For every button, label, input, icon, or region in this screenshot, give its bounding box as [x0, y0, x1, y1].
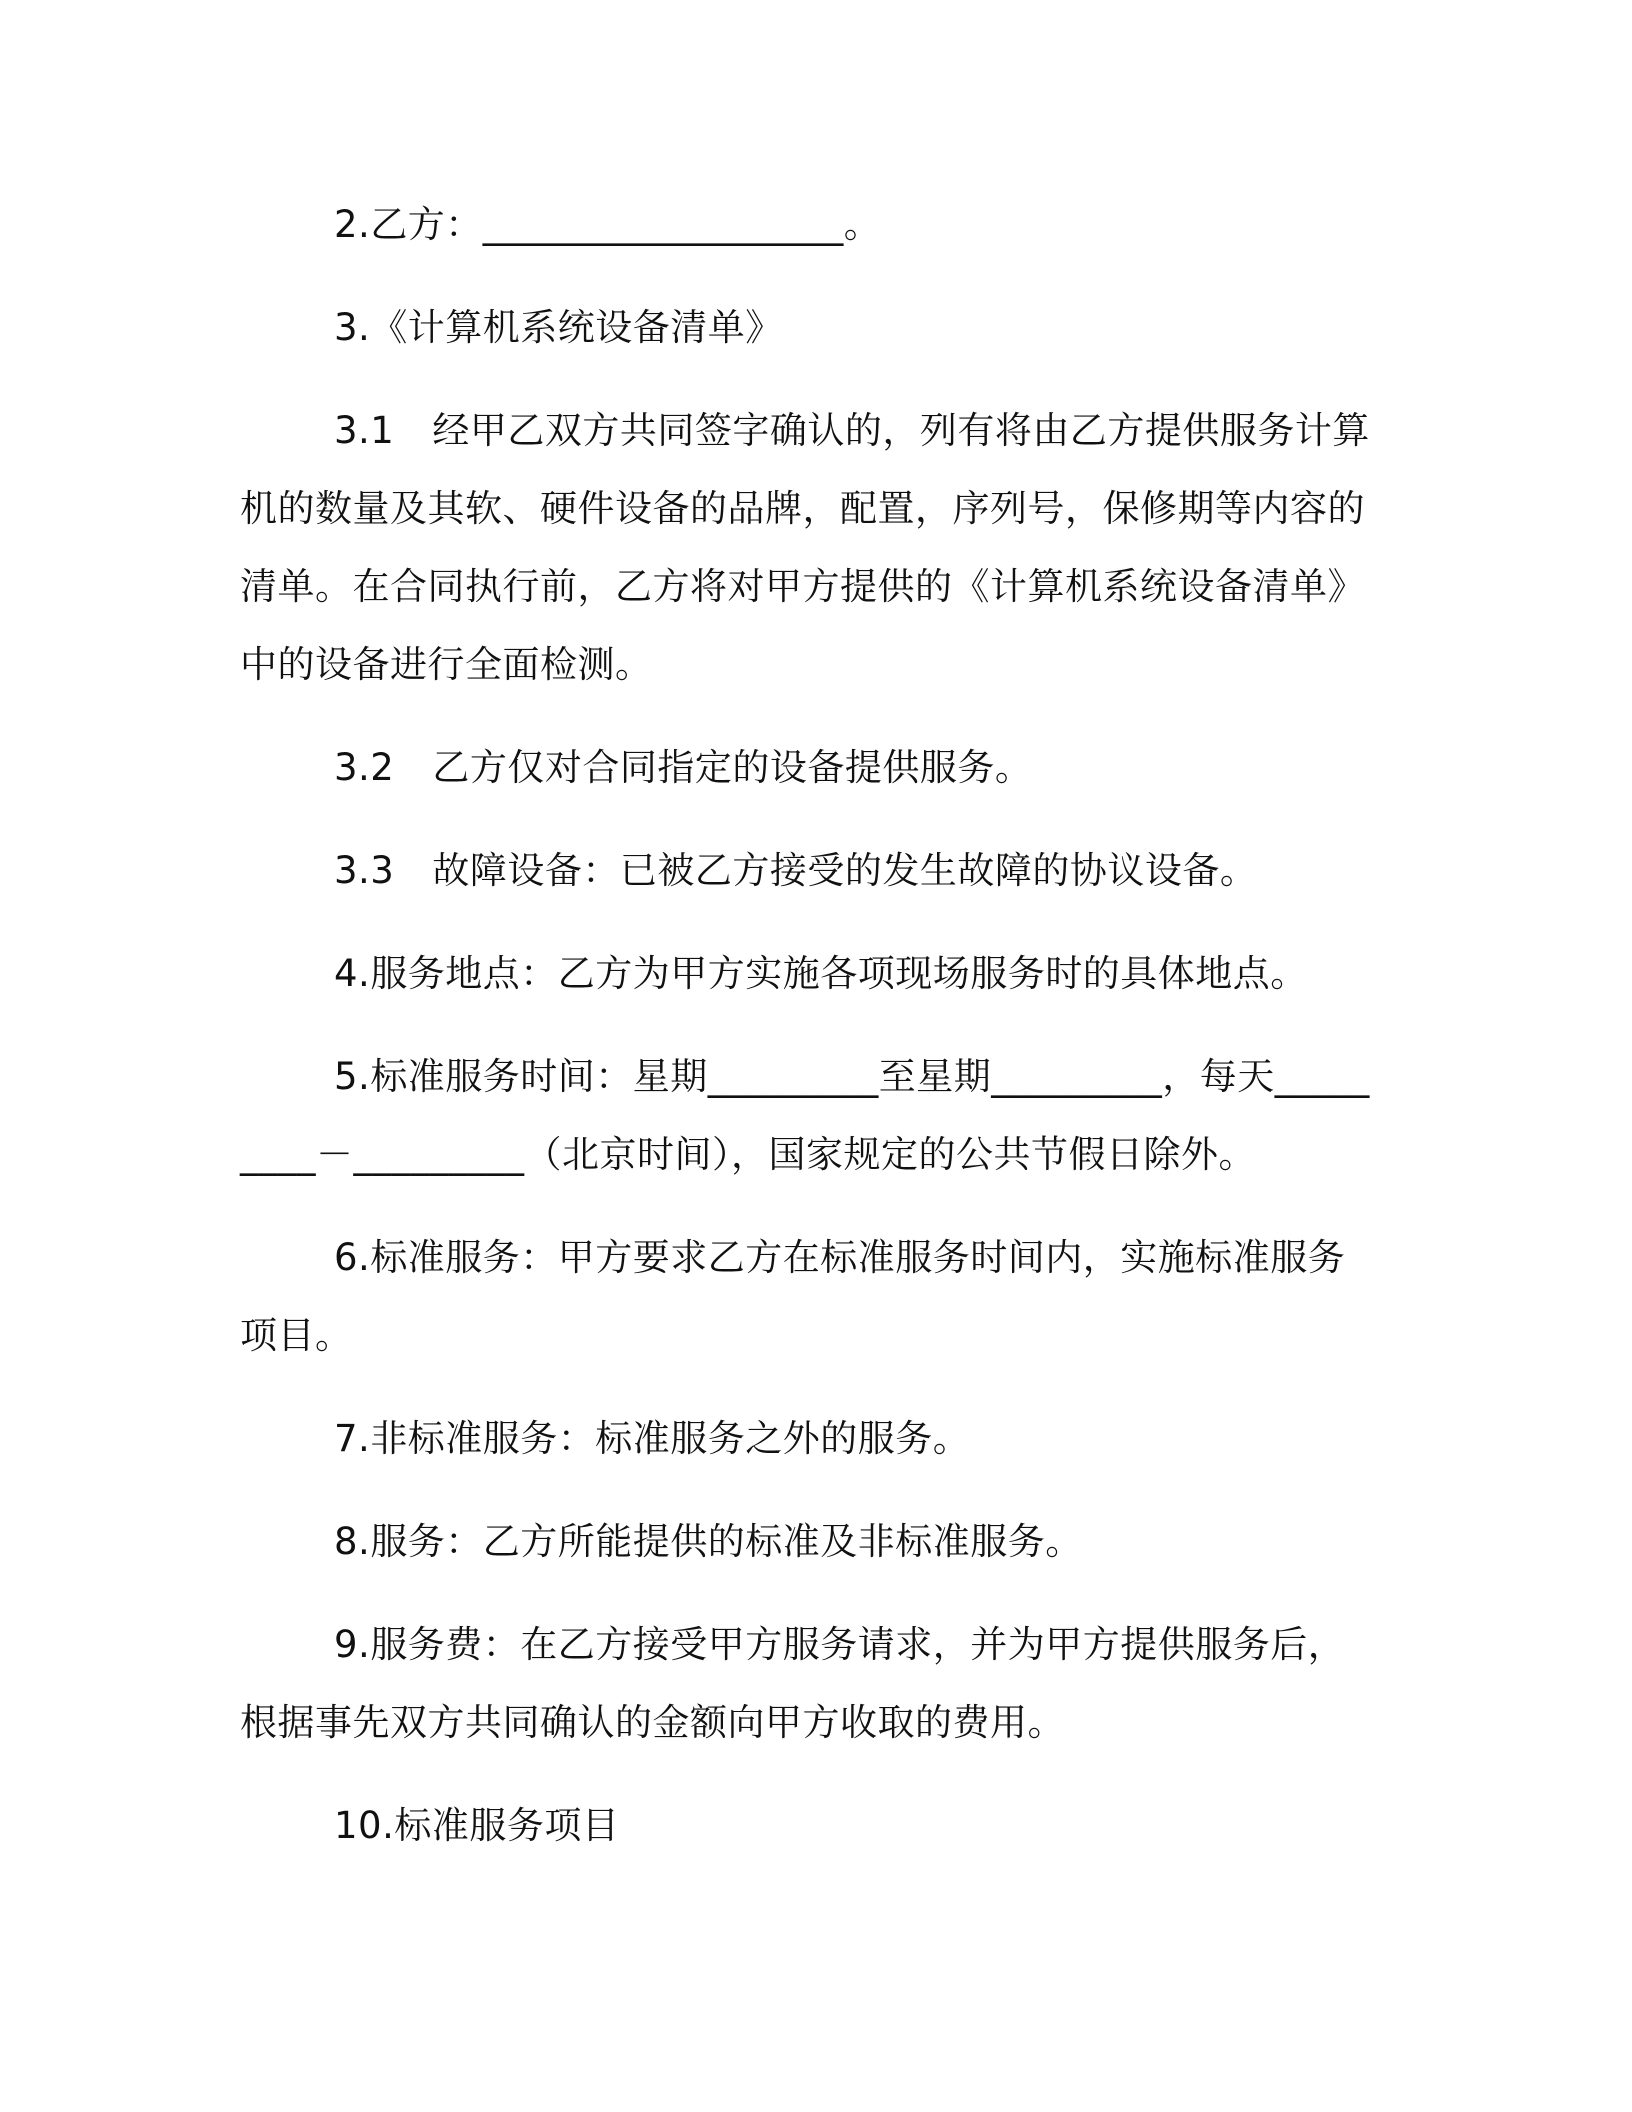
clause-text: 非标准服务：标准服务之外的服务。 [370, 1417, 971, 1460]
clause-9 [240, 1606, 1380, 1762]
clause-number: 8. [334, 1520, 371, 1563]
clause-text: 服务地点：乙方为甲方实施各项现场服务时的具体地点。 [370, 952, 1308, 995]
clause-10 [240, 1787, 1380, 1865]
clause-2 [240, 186, 1380, 264]
clause-text: 标准服务：甲方要求乙方在标准服务时间内，实施标准服务项目。 [240, 1236, 1346, 1357]
clause-7 [240, 1400, 1380, 1478]
clause-6 [240, 1219, 1380, 1375]
clause-4 [240, 935, 1380, 1013]
clause-number: 7. [334, 1417, 371, 1460]
clause-number: 3. [334, 306, 371, 349]
clause-text: 服务：乙方所能提供的标准及非标准服务。 [370, 1520, 1083, 1563]
clause-number: 3.3 [334, 849, 395, 892]
clause-text: 故障设备：已被乙方接受的发生故障的协议设备。 [432, 849, 1258, 892]
clause-number: 3.2 [334, 746, 395, 789]
clause-3-2 [240, 729, 1380, 807]
clause-text: 乙方仅对合同指定的设备提供服务。 [432, 746, 1033, 789]
clause-number: 2. [334, 203, 371, 246]
clause-text: 乙方：___________________。 [370, 203, 882, 246]
clause-text: 经甲乙双方共同签字确认的，列有将由乙方提供服务计算机的数量及其软、硬件设备的品牌，配置，序列号，保修期等内容的清单。在合同执行前，乙方将对甲方提供的《计算机系统设备清单》中的设备进行全面检测。 [240, 409, 1370, 686]
clause-number: 3.1 [334, 409, 395, 452]
clause-5 [240, 1038, 1380, 1194]
clause-text: 标准服务时间：星期_________至星期_________，每天_________－_________（北京时间），国家规定的公共节假日除外。 [240, 1055, 1370, 1176]
clause-number: 4. [334, 952, 371, 995]
clause-3-1 [240, 392, 1380, 704]
clause-number: 6. [334, 1236, 371, 1279]
clause-text: 服务费：在乙方接受甲方服务请求，并为甲方提供服务后，根据事先双方共同确认的金额向甲方收取的费用。 [240, 1623, 1346, 1744]
clause-text: 标准服务项目 [394, 1804, 620, 1847]
clause-8 [240, 1503, 1380, 1581]
document-body [240, 186, 1380, 1890]
clause-3-3 [240, 832, 1380, 910]
clause-3 [240, 289, 1380, 367]
clause-text: 《计算机系统设备清单》 [370, 306, 783, 349]
clause-number: 9. [334, 1623, 371, 1666]
clause-number: 10. [334, 1804, 395, 1847]
clause-number: 5. [334, 1055, 371, 1098]
